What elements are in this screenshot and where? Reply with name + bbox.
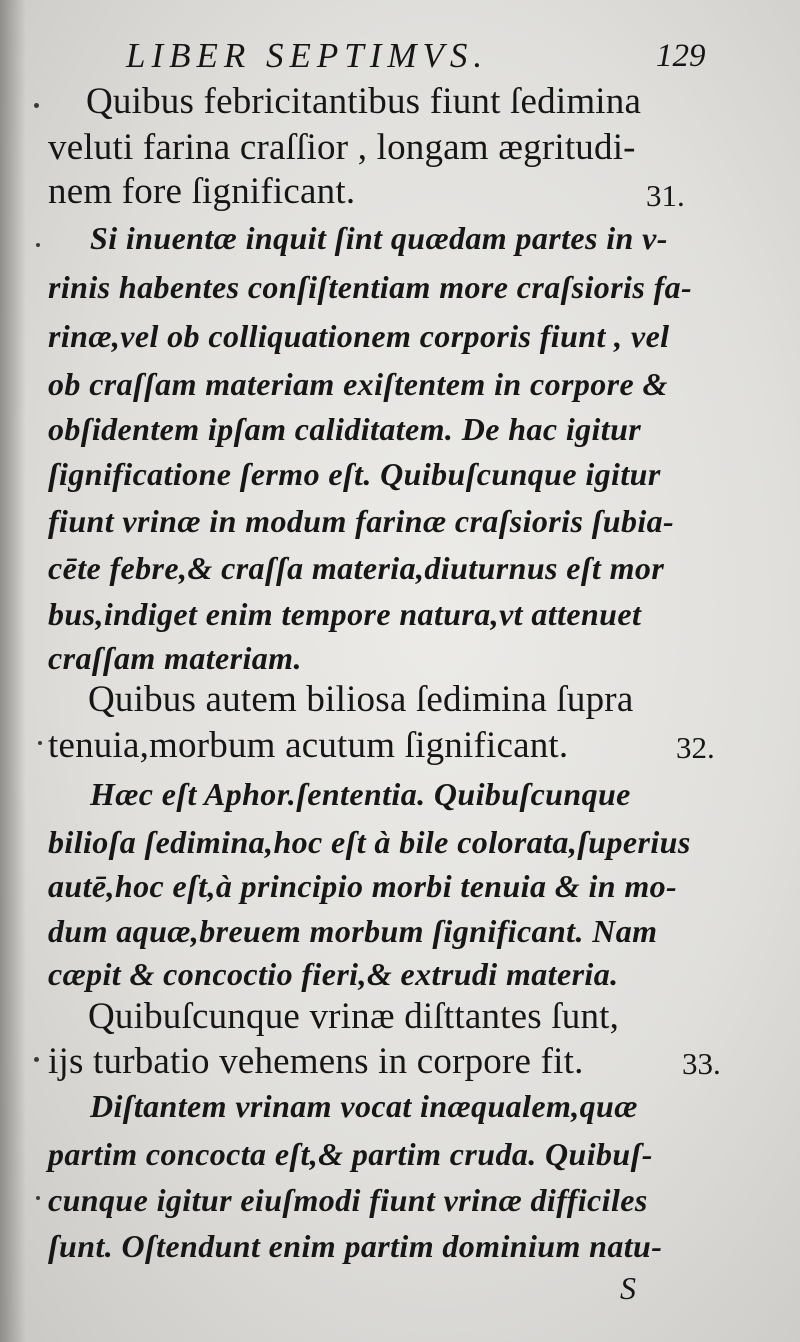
text-line: fiunt vrinæ in modum farinæ craſsioris ſubia- [48,503,675,539]
text-line: Hæc eſt Aphor.ſententia. Quibuſcunque [90,776,631,812]
text-line: cæpit & concoctio fieri,& extrudi materia. [48,956,619,992]
ink-speck [36,1196,40,1200]
text-line: bus,indiget enim tempore natura,vt attenuet [48,596,642,632]
text-line: Quibuſcunque vrinæ diſttantes ſunt, [88,996,620,1037]
text-line: rinis habentes conſiſtentiam more craſsioris fa- [48,269,693,305]
text-line: Quibus febricitantibus fiunt ſedimina [86,81,642,122]
ink-speck [38,741,42,745]
text-line: Diſtantem vrinam vocat inæqualem,quæ [90,1088,638,1124]
ink-speck [34,1057,39,1062]
text-line: Si inuentæ inquit ſint quædam partes in v- [90,220,668,256]
ink-speck [34,103,39,108]
aphorism-number: 31. [646,178,685,213]
text-line: partim concocta eſt,& partim cruda. Quibuſ- [48,1136,653,1172]
text-line: Quibus autem biliosa ſedimina ſupra [88,679,634,720]
ink-speck [36,243,40,247]
aphorism-number: 33. [682,1046,721,1081]
text-line: ſignificatione ſermo eſt. Quibuſcunque igitur [48,456,661,492]
text-line: cēte febre,& craſſa materia,diuturnus eſt mor [48,550,665,586]
page-number: 129 [656,38,706,74]
text-line: nem fore ſignificant. [48,171,356,212]
text-line: cunque igitur eiuſmodi fiunt vrinæ difficiles [48,1182,648,1218]
text-line: craſſam materiam. [48,640,302,676]
aphorism-number: 32. [676,730,715,765]
text-line: ob craſſam materiam exiſtentem in corpore & [48,366,668,402]
text-line: bilioſa ſedimina,hoc eſt à bile colorata,ſuperius [48,824,691,860]
text-line: dum aquæ,breuem morbum ſignificant. Nam [48,913,658,949]
text-line: tenuia,morbum acutum ſignificant. [48,725,569,766]
text-line: obſidentem ipſam caliditatem. De hac igitur [48,411,642,447]
page-header [0,32,800,82]
text-line: autē,hoc eſt,à principio morbi tenuia & in mo- [48,868,678,904]
text-line: veluti farina craſſior , longam ægritudi- [48,127,636,168]
gutter-shadow [0,0,26,1342]
running-head: LIBER SEPTIMVS. [126,36,489,75]
text-line: rinæ,vel ob colliquationem corporis fiunt , vel [48,318,670,354]
text-line: ſunt. Oſtendunt enim partim dominium natu- [48,1228,663,1264]
text-line: ijs turbatio vehemens in corpore fit. [48,1041,584,1082]
signature-mark: S [620,1270,636,1306]
